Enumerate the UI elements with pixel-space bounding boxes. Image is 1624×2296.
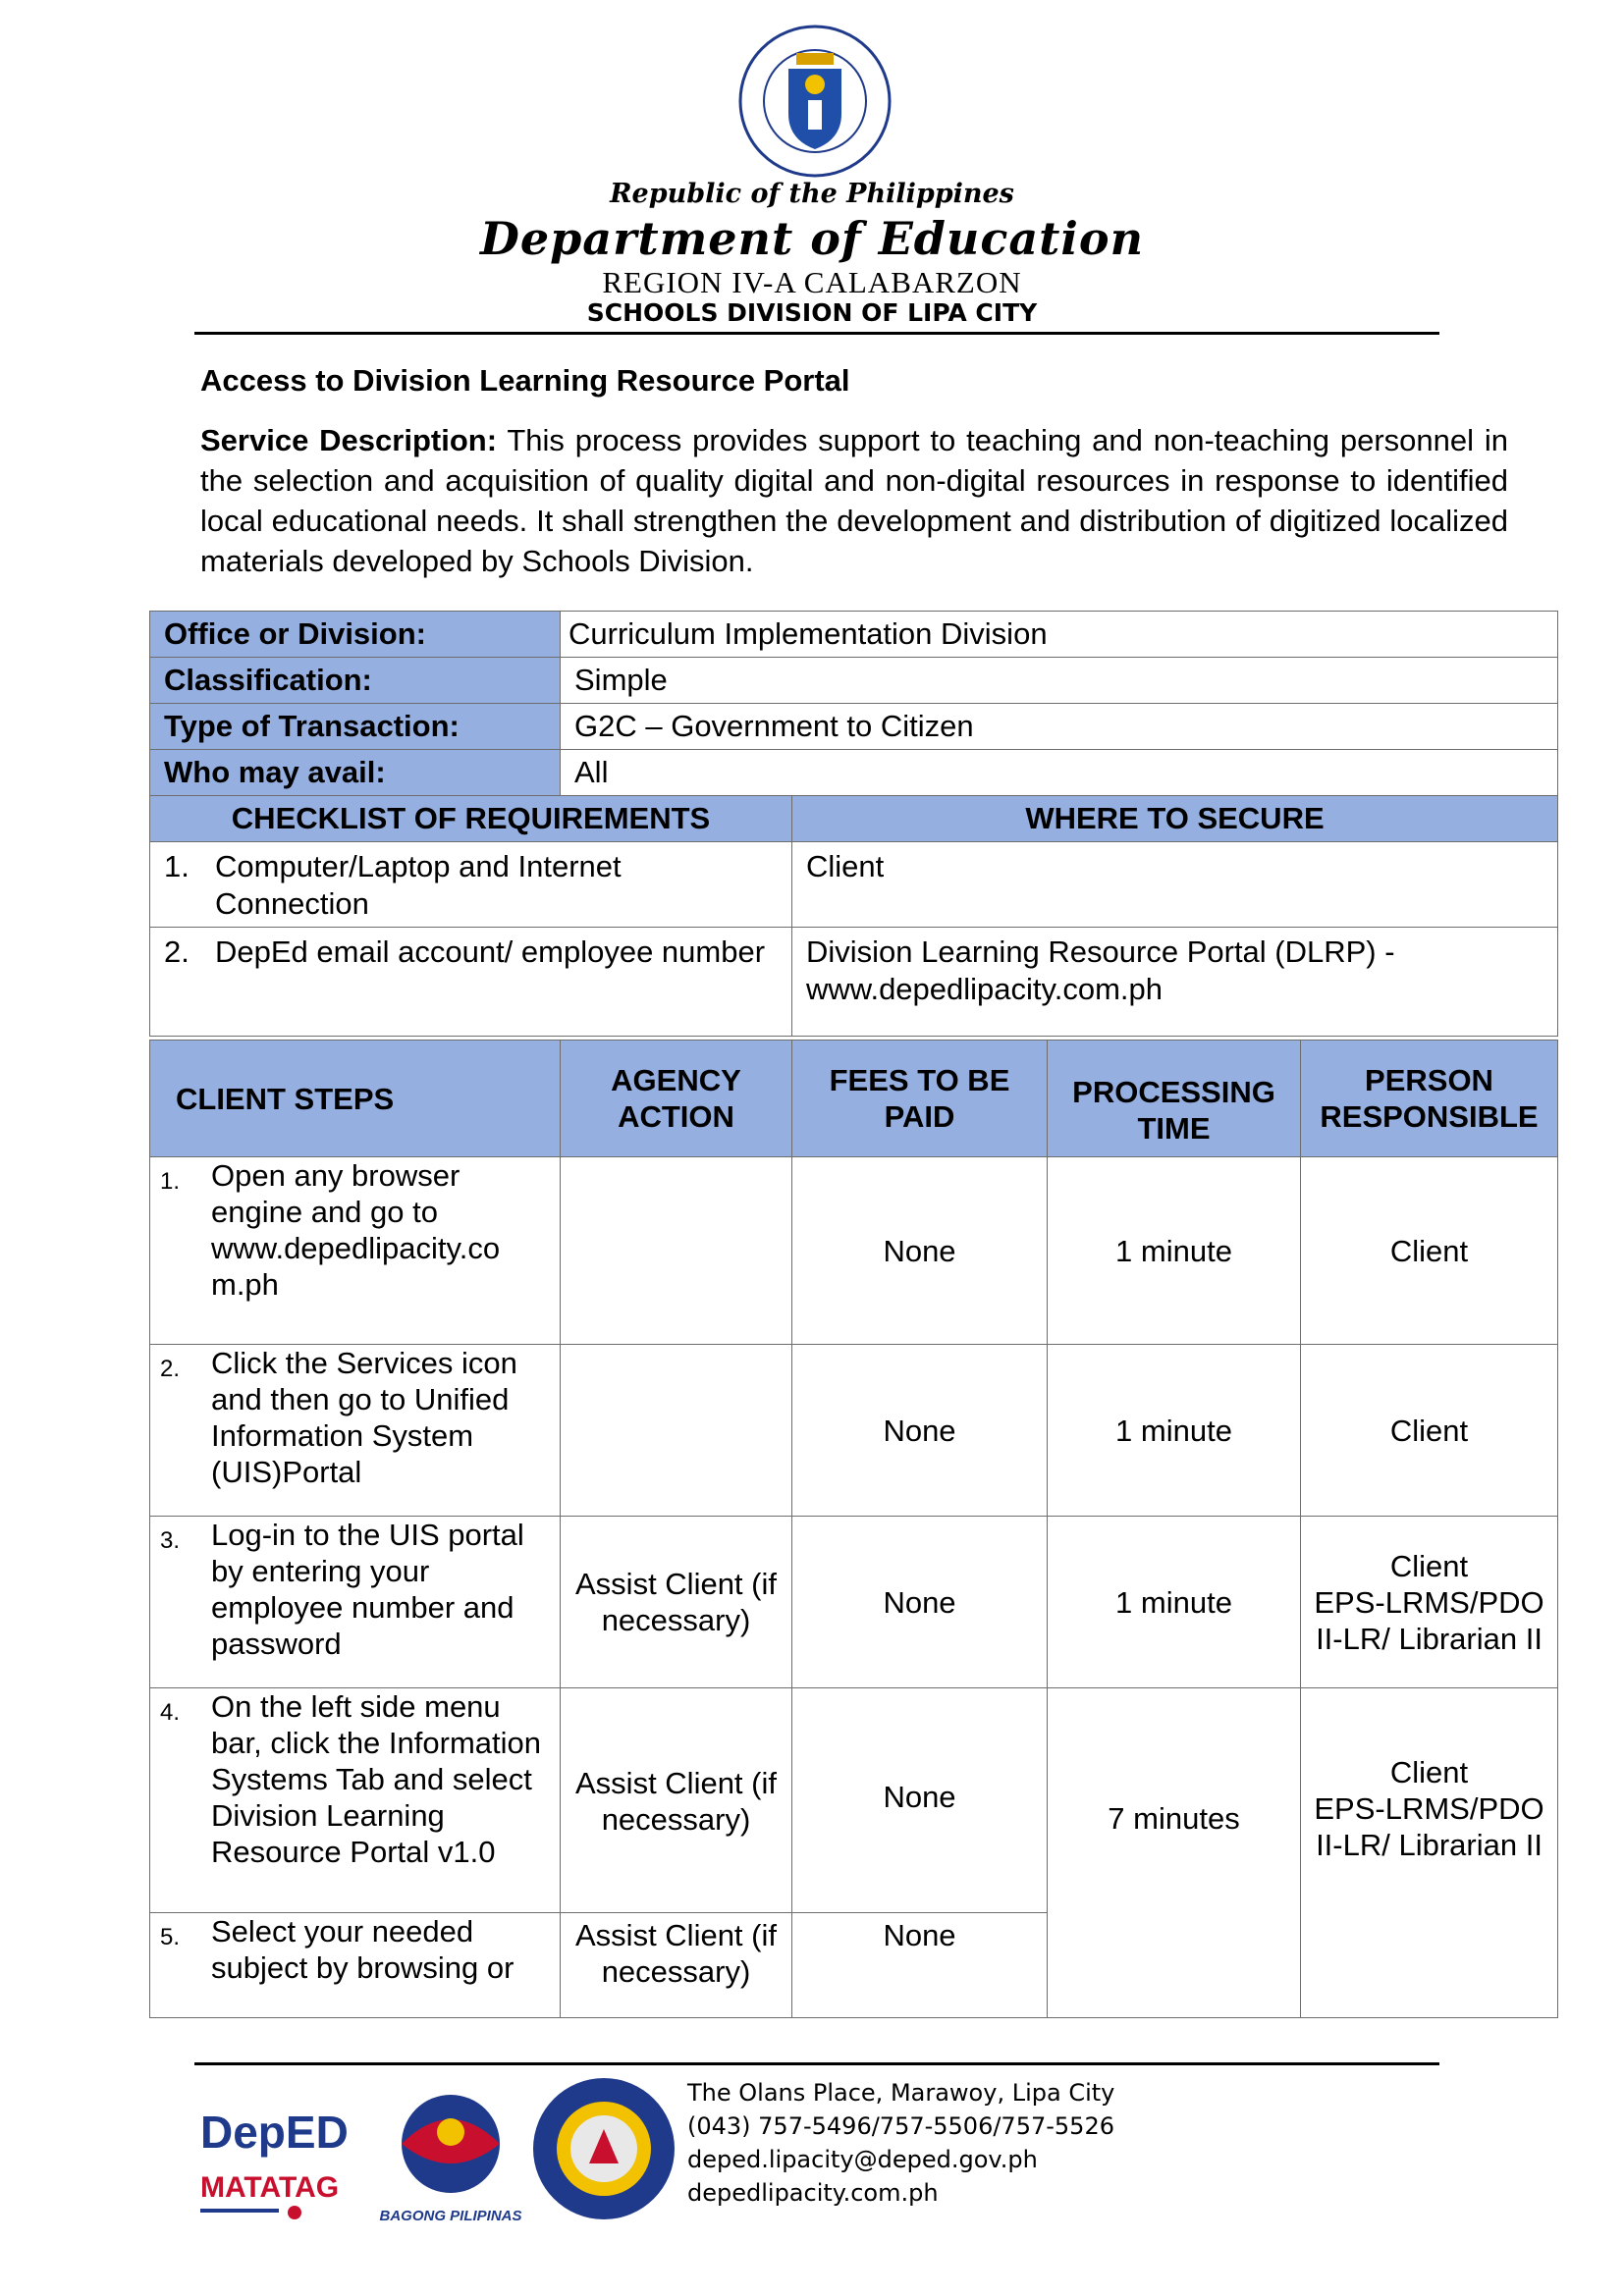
deped-seal-logo bbox=[737, 24, 893, 179]
step-cell bbox=[150, 1517, 561, 1688]
footer-divider bbox=[194, 2062, 1439, 2065]
info-row bbox=[150, 704, 1558, 750]
checklist-header-row bbox=[150, 796, 1558, 842]
deped-matatag-logo bbox=[196, 2087, 352, 2224]
agency-action-cell bbox=[561, 1157, 792, 1345]
fee-cell: None bbox=[792, 1688, 1048, 1913]
step-cell bbox=[150, 1345, 561, 1517]
agency-action-header: AGENCY ACTION bbox=[561, 1041, 792, 1157]
step-text: On the left side menu bar, click the Information Systems Tab and select Division Learning Resource Portal v1.0 bbox=[211, 1689, 541, 1869]
checklist-header: CHECKLIST OF REQUIREMENTS bbox=[150, 796, 792, 842]
step-text: Select your needed subject by browsing or bbox=[211, 1914, 514, 1985]
where-to-secure-header: WHERE TO SECURE bbox=[792, 796, 1558, 842]
where-to-secure-cell: Division Learning Resource Portal (DLRP) - www.depedlipacity.com.ph bbox=[792, 928, 1558, 1037]
step-row bbox=[150, 1517, 1558, 1688]
client-steps-header: CLIENT STEPS bbox=[150, 1041, 561, 1157]
requirement-text: DepEd email account/ employee number bbox=[215, 934, 766, 969]
deped-wordmark: DepED bbox=[200, 2107, 349, 2158]
bagong-pilipinas-logo bbox=[371, 2075, 530, 2228]
matatag-wordmark: MATATAG bbox=[200, 2171, 340, 2204]
requirement-number: 2. bbox=[164, 934, 189, 969]
footer-email[interactable]: deped.lipacity@deped.gov.ph bbox=[687, 2146, 1038, 2173]
info-label: Office or Division: bbox=[150, 612, 561, 658]
region-heading: REGION IV-A CALABARZON bbox=[602, 265, 1022, 299]
footer-address: The Olans Place, Marawoy, Lipa City bbox=[687, 2079, 1115, 2107]
processing-time-header: PROCESSING TIME bbox=[1048, 1041, 1301, 1157]
step-cell bbox=[150, 1157, 561, 1345]
requirement-cell bbox=[150, 842, 792, 928]
fee-cell: None bbox=[792, 1157, 1048, 1345]
header-divider bbox=[194, 332, 1439, 335]
info-label: Classification: bbox=[150, 658, 561, 704]
service-info-table bbox=[149, 611, 1558, 1037]
step-number: 4. bbox=[160, 1699, 181, 1726]
info-label: Who may avail: bbox=[150, 750, 561, 796]
time-cell: 1 minute bbox=[1048, 1345, 1301, 1517]
person-cell bbox=[1301, 1517, 1558, 1688]
where-to-secure-cell: Client bbox=[792, 842, 1558, 928]
info-value: Curriculum Implementation Division bbox=[561, 612, 1558, 658]
info-label: Type of Transaction: bbox=[150, 704, 561, 750]
step-number: 5. bbox=[160, 1924, 181, 1950]
person-cell: Client bbox=[1301, 1157, 1558, 1345]
footer-phone: (043) 757-5496/757-5506/757-5526 bbox=[687, 2112, 1114, 2140]
step-row bbox=[150, 1345, 1558, 1517]
division-heading: SCHOOLS DIVISION OF LIPA CITY bbox=[586, 298, 1038, 327]
document-title: Access to Division Learning Resource Portal bbox=[200, 363, 850, 398]
info-value: Simple bbox=[561, 658, 1558, 704]
info-row bbox=[150, 750, 1558, 796]
step-text: Open any browser engine and go to www.depedlipacity.co m.ph bbox=[211, 1158, 501, 1302]
info-value: All bbox=[561, 750, 1558, 796]
step-number: 1. bbox=[160, 1168, 181, 1195]
step-number: 2. bbox=[160, 1356, 181, 1382]
person-client: Client bbox=[1389, 1548, 1469, 1583]
steps-header-row bbox=[150, 1041, 1558, 1157]
fee-cell: None bbox=[792, 1913, 1048, 2018]
fee-cell: None bbox=[792, 1345, 1048, 1517]
division-seal-logo bbox=[530, 2075, 677, 2222]
agency-action-cell: Assist Client (if necessary) bbox=[561, 1517, 792, 1688]
step-row bbox=[150, 1157, 1558, 1345]
info-row bbox=[150, 612, 1558, 658]
person-responsible-header: PERSON RESPONSIBLE bbox=[1301, 1041, 1558, 1157]
requirement-cell bbox=[150, 928, 792, 1037]
service-description-text: This process provides support to teaching and non-teaching personnel in the selection and acquisition of quality digital and non-digital resources in response to identified local educational needs. It shall strengthen the development and distribution of digitized localized materials developed by Schools Division. bbox=[200, 423, 1508, 578]
step-number: 3. bbox=[160, 1527, 181, 1554]
agency-action-cell: Assist Client (if necessary) bbox=[561, 1688, 792, 1913]
fees-header: FEES TO BE PAID bbox=[792, 1041, 1048, 1157]
person-staff: EPS-LRMS/PDO II-LR/ Librarian II bbox=[1314, 1584, 1544, 1656]
time-cell-merged: 7 minutes bbox=[1048, 1688, 1301, 2018]
info-row bbox=[150, 658, 1558, 704]
person-client: Client bbox=[1389, 1755, 1469, 1789]
footer-website[interactable]: depedlipacity.com.ph bbox=[687, 2179, 939, 2207]
step-text: Click the Services icon and then go to Unified Information System (UIS)Portal bbox=[211, 1346, 517, 1489]
client-steps-table bbox=[149, 1040, 1558, 2018]
agency-action-cell: Assist Client (if necessary) bbox=[561, 1913, 792, 2018]
person-staff: EPS-LRMS/PDO II-LR/ Librarian II bbox=[1314, 1791, 1544, 1862]
service-description-label: Service Description: bbox=[200, 423, 498, 457]
checklist-row bbox=[150, 842, 1558, 928]
department-heading: Department of Education bbox=[479, 212, 1145, 265]
requirement-text: Computer/Laptop and Internet Connection bbox=[215, 849, 622, 921]
checklist-row bbox=[150, 928, 1558, 1037]
fee-cell: None bbox=[792, 1517, 1048, 1688]
person-cell-merged bbox=[1301, 1688, 1558, 2018]
time-cell: 1 minute bbox=[1048, 1157, 1301, 1345]
step-cell bbox=[150, 1688, 561, 1913]
step-text: Log-in to the UIS portal by entering your employee number and password bbox=[211, 1518, 524, 1661]
requirement-number: 1. bbox=[164, 849, 189, 883]
step-cell bbox=[150, 1913, 561, 2018]
republic-heading: Republic of the Philippines bbox=[610, 179, 1014, 209]
service-description bbox=[200, 420, 1508, 581]
bagong-pilipinas-label: BAGONG PILIPINAS bbox=[379, 2208, 522, 2224]
step-row bbox=[150, 1688, 1558, 1913]
agency-action-cell bbox=[561, 1345, 792, 1517]
time-cell: 1 minute bbox=[1048, 1517, 1301, 1688]
person-cell: Client bbox=[1301, 1345, 1558, 1517]
info-value: G2C – Government to Citizen bbox=[561, 704, 1558, 750]
